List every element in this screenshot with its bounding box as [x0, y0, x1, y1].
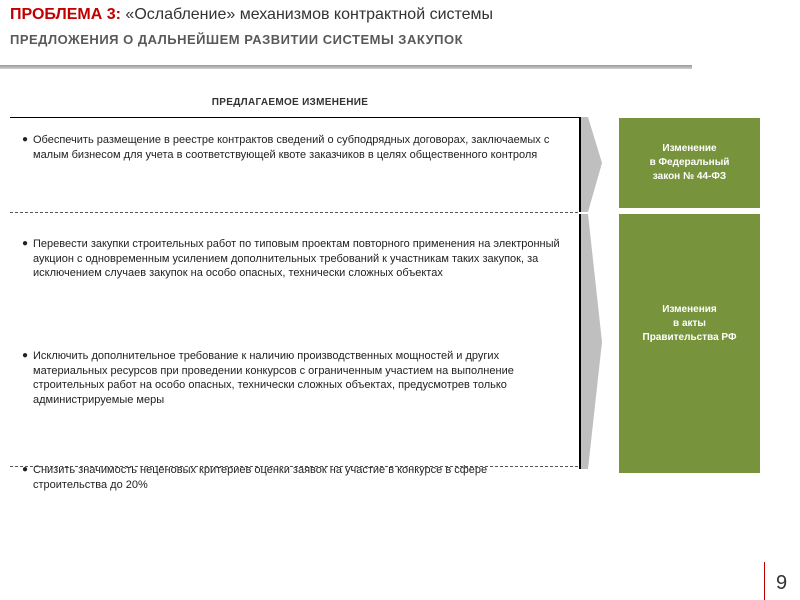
slide-title: [10, 6, 493, 24]
list-item: [22, 237, 562, 281]
header-divider: [0, 65, 692, 69]
title-text: «Ослабление» механизмов контрактной системы: [120, 6, 494, 23]
page-number: 9: [776, 572, 788, 594]
list-item: [22, 133, 562, 162]
list-item-text: Перевести закупки строительных работ по типовым проектам повторного применения на электронный аукцион с одновременным усилением дополнительных требований к участникам таких закупок, за исключением случаев закупок на особо опасных, технически сложных объектах: [33, 238, 560, 279]
box-label: Изменения в акты Правительства РФ: [642, 303, 737, 343]
slide-subtitle: ПРЕДЛОЖЕНИЯ О ДАЛЬНЕЙШЕМ РАЗВИТИИ СИСТЕМЫ ЗАКУПОК: [10, 32, 464, 47]
bullet-icon: ●: [22, 464, 29, 475]
page-number-divider: [764, 562, 765, 600]
list-item-text: Обеспечить размещение в реестре контрактов сведений о субподрядных договорах, заключаемых с малым бизнесом для учета в соответствующей квоте заказчиков в целях общественного контроля: [33, 134, 550, 161]
list-item: [22, 463, 562, 492]
bullet-icon: ●: [22, 134, 29, 145]
row-divider: [10, 212, 578, 213]
box-label: Изменение в Федеральный закон № 44-ФЗ: [649, 143, 730, 182]
list-item-text: Снизить значимость неценовых критериев оценки заявок на участие в конкурсе в сфере строительства до 20%: [33, 464, 488, 491]
list-item-text: Исключить дополнительное требование к наличию производственных мощностей и других материальных ресурсов при проведении конкурсов с ограниченным участием на выполнение строительных работ на особо опасных, технически сложных объектах, предусмотрев только администрируемые меры: [33, 350, 514, 406]
bullet-icon: ●: [22, 350, 29, 361]
bullet-icon: ●: [22, 238, 29, 249]
column-header: ПРЕДЛАГАЕМОЕ ИЗМЕНЕНИЕ: [211, 97, 369, 108]
arrow-separator: [578, 117, 604, 472]
government-acts-box: [619, 214, 760, 473]
title-prefix: ПРОБЛЕМА 3:: [10, 6, 121, 23]
list-item: [22, 349, 562, 407]
table-top-rule: [10, 117, 580, 118]
federal-law-box: [619, 118, 760, 208]
